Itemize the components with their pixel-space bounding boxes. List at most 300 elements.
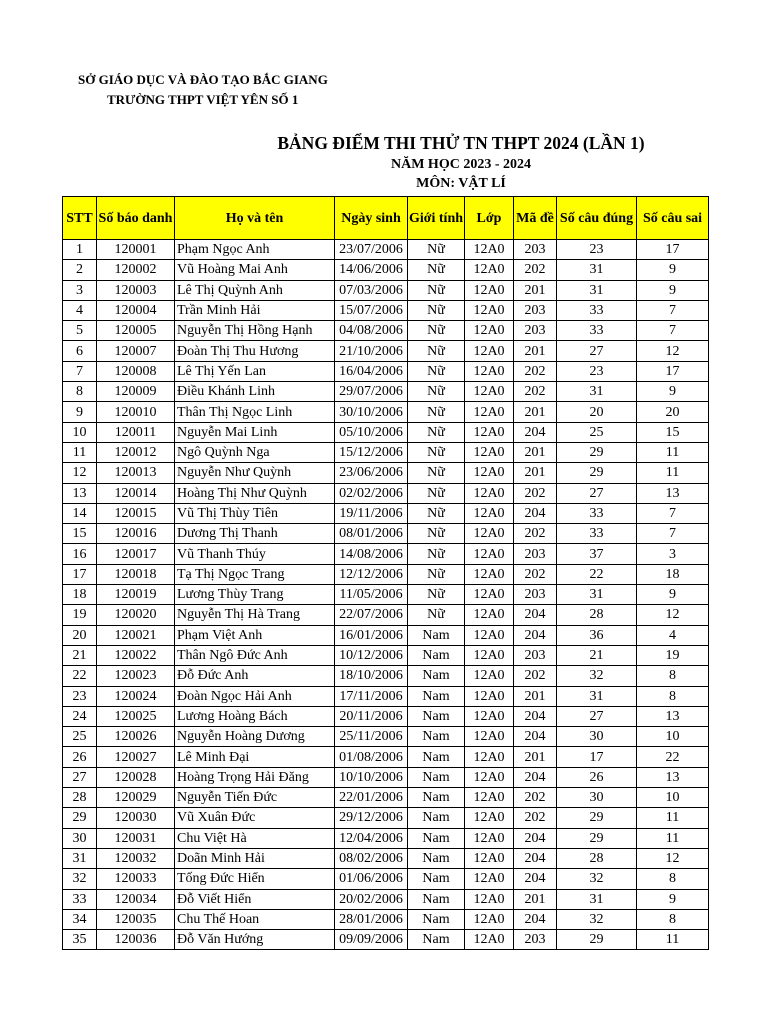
cell-full-name: Lương Hoàng Bách — [175, 706, 335, 726]
cell-full-name: Vũ Thanh Thúy — [175, 544, 335, 564]
cell-student-id: 120010 — [97, 402, 175, 422]
cell-wrong-count: 11 — [637, 808, 709, 828]
cell-class: 12A0 — [465, 382, 514, 402]
cell-exam-code: 204 — [514, 706, 557, 726]
cell-class: 12A0 — [465, 666, 514, 686]
cell-class: 12A0 — [465, 402, 514, 422]
cell-birth-date: 12/12/2006 — [335, 564, 408, 584]
cell-student-id: 120007 — [97, 341, 175, 361]
table-body — [63, 240, 709, 950]
table-row — [63, 442, 709, 462]
table-row — [63, 666, 709, 686]
cell-class: 12A0 — [465, 260, 514, 280]
cell-student-id: 120005 — [97, 321, 175, 341]
cell-correct-count: 31 — [557, 585, 637, 605]
cell-stt: 9 — [63, 402, 97, 422]
cell-birth-date: 18/10/2006 — [335, 666, 408, 686]
cell-student-id: 120030 — [97, 808, 175, 828]
cell-correct-count: 22 — [557, 564, 637, 584]
table-row — [63, 422, 709, 442]
table-row — [63, 463, 709, 483]
cell-stt: 13 — [63, 483, 97, 503]
cell-full-name: Điều Khánh Linh — [175, 382, 335, 402]
cell-stt: 25 — [63, 727, 97, 747]
table-row — [63, 564, 709, 584]
cell-correct-count: 31 — [557, 889, 637, 909]
cell-stt: 20 — [63, 625, 97, 645]
cell-stt: 32 — [63, 869, 97, 889]
cell-exam-code: 202 — [514, 382, 557, 402]
cell-exam-code: 203 — [514, 585, 557, 605]
cell-birth-date: 15/12/2006 — [335, 442, 408, 462]
cell-stt: 14 — [63, 503, 97, 523]
cell-correct-count: 28 — [557, 605, 637, 625]
cell-full-name: Nguyễn Như Quỳnh — [175, 463, 335, 483]
cell-birth-date: 04/08/2006 — [335, 321, 408, 341]
cell-wrong-count: 13 — [637, 706, 709, 726]
table-row — [63, 747, 709, 767]
cell-exam-code: 203 — [514, 300, 557, 320]
cell-correct-count: 23 — [557, 361, 637, 381]
table-row — [63, 240, 709, 260]
cell-stt: 22 — [63, 666, 97, 686]
cell-wrong-count: 15 — [637, 422, 709, 442]
cell-gender: Nam — [408, 666, 465, 686]
cell-wrong-count: 10 — [637, 788, 709, 808]
department-name: SỞ GIÁO DỤC VÀ ĐÀO TẠO BẮC GIANG — [78, 72, 328, 87]
cell-class: 12A0 — [465, 341, 514, 361]
cell-full-name: Lương Thùy Trang — [175, 585, 335, 605]
cell-correct-count: 26 — [557, 767, 637, 787]
cell-gender: Nữ — [408, 321, 465, 341]
table-row — [63, 605, 709, 625]
cell-gender: Nữ — [408, 564, 465, 584]
cell-stt: 30 — [63, 828, 97, 848]
cell-correct-count: 31 — [557, 280, 637, 300]
table-row — [63, 909, 709, 929]
cell-correct-count: 37 — [557, 544, 637, 564]
cell-stt: 28 — [63, 788, 97, 808]
table-row — [63, 524, 709, 544]
cell-correct-count: 23 — [557, 240, 637, 260]
cell-wrong-count: 8 — [637, 666, 709, 686]
cell-wrong-count: 4 — [637, 625, 709, 645]
cell-gender: Nữ — [408, 260, 465, 280]
cell-full-name: Nguyễn Thị Hồng Hạnh — [175, 321, 335, 341]
cell-correct-count: 33 — [557, 524, 637, 544]
cell-class: 12A0 — [465, 808, 514, 828]
cell-wrong-count: 7 — [637, 524, 709, 544]
cell-full-name: Nguyễn Thị Hà Trang — [175, 605, 335, 625]
cell-student-id: 120028 — [97, 767, 175, 787]
cell-birth-date: 10/12/2006 — [335, 645, 408, 665]
cell-student-id: 120026 — [97, 727, 175, 747]
cell-wrong-count: 11 — [637, 930, 709, 950]
cell-wrong-count: 22 — [637, 747, 709, 767]
cell-correct-count: 27 — [557, 706, 637, 726]
table-row — [63, 848, 709, 868]
cell-wrong-count: 11 — [637, 442, 709, 462]
cell-wrong-count: 12 — [637, 341, 709, 361]
cell-gender: Nam — [408, 869, 465, 889]
cell-gender: Nữ — [408, 442, 465, 462]
cell-gender: Nữ — [408, 524, 465, 544]
cell-stt: 12 — [63, 463, 97, 483]
cell-birth-date: 01/06/2006 — [335, 869, 408, 889]
cell-exam-code: 201 — [514, 686, 557, 706]
cell-student-id: 120002 — [97, 260, 175, 280]
cell-exam-code: 204 — [514, 869, 557, 889]
cell-student-id: 120021 — [97, 625, 175, 645]
cell-exam-code: 202 — [514, 260, 557, 280]
cell-exam-code: 203 — [514, 544, 557, 564]
cell-birth-date: 17/11/2006 — [335, 686, 408, 706]
cell-full-name: Chu Việt Hà — [175, 828, 335, 848]
table-row — [63, 402, 709, 422]
cell-student-id: 120011 — [97, 422, 175, 442]
cell-birth-date: 09/09/2006 — [335, 930, 408, 950]
cell-correct-count: 27 — [557, 483, 637, 503]
cell-student-id: 120017 — [97, 544, 175, 564]
cell-exam-code: 202 — [514, 564, 557, 584]
cell-correct-count: 36 — [557, 625, 637, 645]
cell-exam-code: 204 — [514, 422, 557, 442]
cell-student-id: 120001 — [97, 240, 175, 260]
cell-student-id: 120019 — [97, 585, 175, 605]
cell-correct-count: 32 — [557, 666, 637, 686]
cell-gender: Nam — [408, 686, 465, 706]
cell-stt: 7 — [63, 361, 97, 381]
cell-full-name: Đỗ Viết Hiển — [175, 889, 335, 909]
cell-full-name: Nguyễn Mai Linh — [175, 422, 335, 442]
cell-gender: Nữ — [408, 463, 465, 483]
cell-stt: 1 — [63, 240, 97, 260]
column-header-student-id: Số báo danh — [97, 197, 175, 240]
cell-correct-count: 20 — [557, 402, 637, 422]
cell-correct-count: 32 — [557, 869, 637, 889]
column-header-stt: STT — [63, 197, 97, 240]
cell-full-name: Ngô Quỳnh Nga — [175, 442, 335, 462]
cell-student-id: 120013 — [97, 463, 175, 483]
cell-student-id: 120032 — [97, 848, 175, 868]
cell-wrong-count: 9 — [637, 260, 709, 280]
cell-correct-count: 28 — [557, 848, 637, 868]
cell-exam-code: 203 — [514, 645, 557, 665]
cell-stt: 11 — [63, 442, 97, 462]
cell-birth-date: 01/08/2006 — [335, 747, 408, 767]
cell-birth-date: 14/06/2006 — [335, 260, 408, 280]
cell-class: 12A0 — [465, 463, 514, 483]
cell-student-id: 120029 — [97, 788, 175, 808]
cell-exam-code: 204 — [514, 727, 557, 747]
cell-stt: 6 — [63, 341, 97, 361]
cell-birth-date: 02/02/2006 — [335, 483, 408, 503]
cell-wrong-count: 19 — [637, 645, 709, 665]
cell-class: 12A0 — [465, 483, 514, 503]
cell-exam-code: 204 — [514, 828, 557, 848]
cell-correct-count: 29 — [557, 442, 637, 462]
cell-wrong-count: 12 — [637, 848, 709, 868]
cell-gender: Nữ — [408, 341, 465, 361]
cell-wrong-count: 7 — [637, 503, 709, 523]
cell-full-name: Trần Minh Hải — [175, 300, 335, 320]
cell-stt: 19 — [63, 605, 97, 625]
column-header-wrong-count: Số câu sai — [637, 197, 709, 240]
cell-wrong-count: 9 — [637, 382, 709, 402]
cell-exam-code: 204 — [514, 909, 557, 929]
table-row — [63, 869, 709, 889]
table-row — [63, 645, 709, 665]
cell-full-name: Lê Thị Yến Lan — [175, 361, 335, 381]
cell-correct-count: 33 — [557, 300, 637, 320]
table-row — [63, 808, 709, 828]
table-row — [63, 828, 709, 848]
cell-correct-count: 30 — [557, 727, 637, 747]
cell-gender: Nam — [408, 909, 465, 929]
cell-gender: Nam — [408, 747, 465, 767]
cell-birth-date: 23/06/2006 — [335, 463, 408, 483]
cell-stt: 16 — [63, 544, 97, 564]
cell-class: 12A0 — [465, 564, 514, 584]
cell-stt: 18 — [63, 585, 97, 605]
cell-exam-code: 202 — [514, 788, 557, 808]
cell-birth-date: 22/07/2006 — [335, 605, 408, 625]
cell-exam-code: 203 — [514, 321, 557, 341]
cell-stt: 8 — [63, 382, 97, 402]
cell-class: 12A0 — [465, 788, 514, 808]
cell-wrong-count: 10 — [637, 727, 709, 747]
cell-correct-count: 31 — [557, 686, 637, 706]
cell-correct-count: 21 — [557, 645, 637, 665]
cell-exam-code: 203 — [514, 240, 557, 260]
cell-birth-date: 11/05/2006 — [335, 585, 408, 605]
cell-student-id: 120025 — [97, 706, 175, 726]
cell-full-name: Dương Thị Thanh — [175, 524, 335, 544]
cell-birth-date: 21/10/2006 — [335, 341, 408, 361]
cell-stt: 4 — [63, 300, 97, 320]
cell-birth-date: 16/01/2006 — [335, 625, 408, 645]
cell-stt: 27 — [63, 767, 97, 787]
cell-class: 12A0 — [465, 930, 514, 950]
cell-wrong-count: 8 — [637, 869, 709, 889]
cell-gender: Nữ — [408, 280, 465, 300]
column-header-gender: Giới tính — [408, 197, 465, 240]
cell-correct-count: 31 — [557, 260, 637, 280]
column-header-full-name: Họ và tên — [175, 197, 335, 240]
cell-wrong-count: 11 — [637, 828, 709, 848]
document-title: BẢNG ĐIỂM THI THỬ TN THPT 2024 (LẦN 1) — [277, 133, 645, 153]
cell-student-id: 120033 — [97, 869, 175, 889]
cell-birth-date: 10/10/2006 — [335, 767, 408, 787]
cell-student-id: 120035 — [97, 909, 175, 929]
cell-wrong-count: 9 — [637, 889, 709, 909]
cell-exam-code: 201 — [514, 747, 557, 767]
cell-gender: Nam — [408, 930, 465, 950]
school-year: NĂM HỌC 2023 - 2024 — [391, 157, 531, 172]
cell-class: 12A0 — [465, 300, 514, 320]
table-row — [63, 280, 709, 300]
cell-gender: Nữ — [408, 585, 465, 605]
table-row — [63, 544, 709, 564]
header-row — [63, 197, 709, 240]
cell-correct-count: 33 — [557, 503, 637, 523]
cell-full-name: Phạm Ngọc Anh — [175, 240, 335, 260]
cell-correct-count: 29 — [557, 828, 637, 848]
cell-stt: 35 — [63, 930, 97, 950]
cell-birth-date: 08/02/2006 — [335, 848, 408, 868]
cell-wrong-count: 12 — [637, 605, 709, 625]
cell-exam-code: 203 — [514, 930, 557, 950]
cell-gender: Nữ — [408, 240, 465, 260]
cell-class: 12A0 — [465, 544, 514, 564]
cell-exam-code: 201 — [514, 402, 557, 422]
cell-gender: Nữ — [408, 422, 465, 442]
cell-exam-code: 201 — [514, 442, 557, 462]
cell-gender: Nữ — [408, 300, 465, 320]
table-row — [63, 483, 709, 503]
cell-correct-count: 30 — [557, 788, 637, 808]
column-header-class: Lớp — [465, 197, 514, 240]
table-row — [63, 300, 709, 320]
cell-full-name: Chu Thế Hoan — [175, 909, 335, 929]
cell-gender: Nữ — [408, 382, 465, 402]
cell-wrong-count: 7 — [637, 300, 709, 320]
cell-gender: Nữ — [408, 483, 465, 503]
cell-correct-count: 33 — [557, 321, 637, 341]
cell-full-name: Doãn Minh Hải — [175, 848, 335, 868]
cell-birth-date: 30/10/2006 — [335, 402, 408, 422]
cell-correct-count: 29 — [557, 930, 637, 950]
cell-full-name: Nguyễn Tiến Đức — [175, 788, 335, 808]
cell-birth-date: 20/02/2006 — [335, 889, 408, 909]
cell-student-id: 120015 — [97, 503, 175, 523]
cell-class: 12A0 — [465, 321, 514, 341]
cell-full-name: Thân Ngô Đức Anh — [175, 645, 335, 665]
cell-birth-date: 28/01/2006 — [335, 909, 408, 929]
table-header — [63, 197, 709, 240]
table-row — [63, 625, 709, 645]
table-row — [63, 503, 709, 523]
cell-student-id: 120020 — [97, 605, 175, 625]
cell-stt: 23 — [63, 686, 97, 706]
cell-stt: 5 — [63, 321, 97, 341]
cell-full-name: Nguyễn Hoàng Dương — [175, 727, 335, 747]
cell-exam-code: 202 — [514, 524, 557, 544]
cell-gender: Nữ — [408, 544, 465, 564]
cell-wrong-count: 9 — [637, 280, 709, 300]
cell-stt: 3 — [63, 280, 97, 300]
cell-full-name: Hoàng Trọng Hải Đăng — [175, 767, 335, 787]
cell-class: 12A0 — [465, 909, 514, 929]
cell-correct-count: 29 — [557, 463, 637, 483]
cell-correct-count: 27 — [557, 341, 637, 361]
cell-gender: Nam — [408, 706, 465, 726]
cell-wrong-count: 8 — [637, 686, 709, 706]
cell-full-name: Vũ Hoàng Mai Anh — [175, 260, 335, 280]
cell-wrong-count: 17 — [637, 240, 709, 260]
cell-class: 12A0 — [465, 503, 514, 523]
cell-stt: 10 — [63, 422, 97, 442]
cell-gender: Nam — [408, 727, 465, 747]
table-row — [63, 361, 709, 381]
cell-class: 12A0 — [465, 706, 514, 726]
cell-full-name: Thân Thị Ngọc Linh — [175, 402, 335, 422]
cell-wrong-count: 11 — [637, 463, 709, 483]
cell-gender: Nam — [408, 625, 465, 645]
cell-gender: Nam — [408, 828, 465, 848]
cell-stt: 33 — [63, 889, 97, 909]
cell-birth-date: 29/12/2006 — [335, 808, 408, 828]
cell-student-id: 120014 — [97, 483, 175, 503]
cell-stt: 15 — [63, 524, 97, 544]
cell-class: 12A0 — [465, 280, 514, 300]
cell-correct-count: 29 — [557, 808, 637, 828]
cell-stt: 26 — [63, 747, 97, 767]
cell-birth-date: 16/04/2006 — [335, 361, 408, 381]
cell-exam-code: 202 — [514, 361, 557, 381]
cell-full-name: Tạ Thị Ngọc Trang — [175, 564, 335, 584]
cell-exam-code: 204 — [514, 848, 557, 868]
cell-wrong-count: 9 — [637, 585, 709, 605]
cell-correct-count: 32 — [557, 909, 637, 929]
cell-student-id: 120008 — [97, 361, 175, 381]
table-row — [63, 788, 709, 808]
score-table — [62, 196, 709, 950]
table-row — [63, 321, 709, 341]
cell-birth-date: 25/11/2006 — [335, 727, 408, 747]
cell-full-name: Đỗ Văn Hướng — [175, 930, 335, 950]
cell-class: 12A0 — [465, 848, 514, 868]
cell-class: 12A0 — [465, 361, 514, 381]
cell-exam-code: 201 — [514, 889, 557, 909]
cell-gender: Nam — [408, 889, 465, 909]
cell-exam-code: 201 — [514, 341, 557, 361]
cell-stt: 21 — [63, 645, 97, 665]
cell-exam-code: 204 — [514, 503, 557, 523]
table-row — [63, 706, 709, 726]
cell-full-name: Đỗ Đức Anh — [175, 666, 335, 686]
cell-class: 12A0 — [465, 442, 514, 462]
cell-exam-code: 202 — [514, 808, 557, 828]
cell-wrong-count: 17 — [637, 361, 709, 381]
cell-student-id: 120012 — [97, 442, 175, 462]
cell-birth-date: 07/03/2006 — [335, 280, 408, 300]
cell-birth-date: 19/11/2006 — [335, 503, 408, 523]
cell-exam-code: 201 — [514, 280, 557, 300]
cell-class: 12A0 — [465, 686, 514, 706]
cell-correct-count: 25 — [557, 422, 637, 442]
cell-exam-code: 204 — [514, 605, 557, 625]
cell-stt: 31 — [63, 848, 97, 868]
cell-student-id: 120003 — [97, 280, 175, 300]
cell-wrong-count: 18 — [637, 564, 709, 584]
cell-correct-count: 17 — [557, 747, 637, 767]
column-header-correct-count: Số câu đúng — [557, 197, 637, 240]
cell-class: 12A0 — [465, 727, 514, 747]
cell-wrong-count: 20 — [637, 402, 709, 422]
table-row — [63, 889, 709, 909]
cell-class: 12A0 — [465, 767, 514, 787]
cell-exam-code: 204 — [514, 767, 557, 787]
cell-wrong-count: 13 — [637, 767, 709, 787]
cell-class: 12A0 — [465, 869, 514, 889]
cell-exam-code: 204 — [514, 625, 557, 645]
cell-correct-count: 31 — [557, 382, 637, 402]
cell-gender: Nữ — [408, 402, 465, 422]
table-row — [63, 930, 709, 950]
cell-exam-code: 202 — [514, 666, 557, 686]
cell-birth-date: 14/08/2006 — [335, 544, 408, 564]
